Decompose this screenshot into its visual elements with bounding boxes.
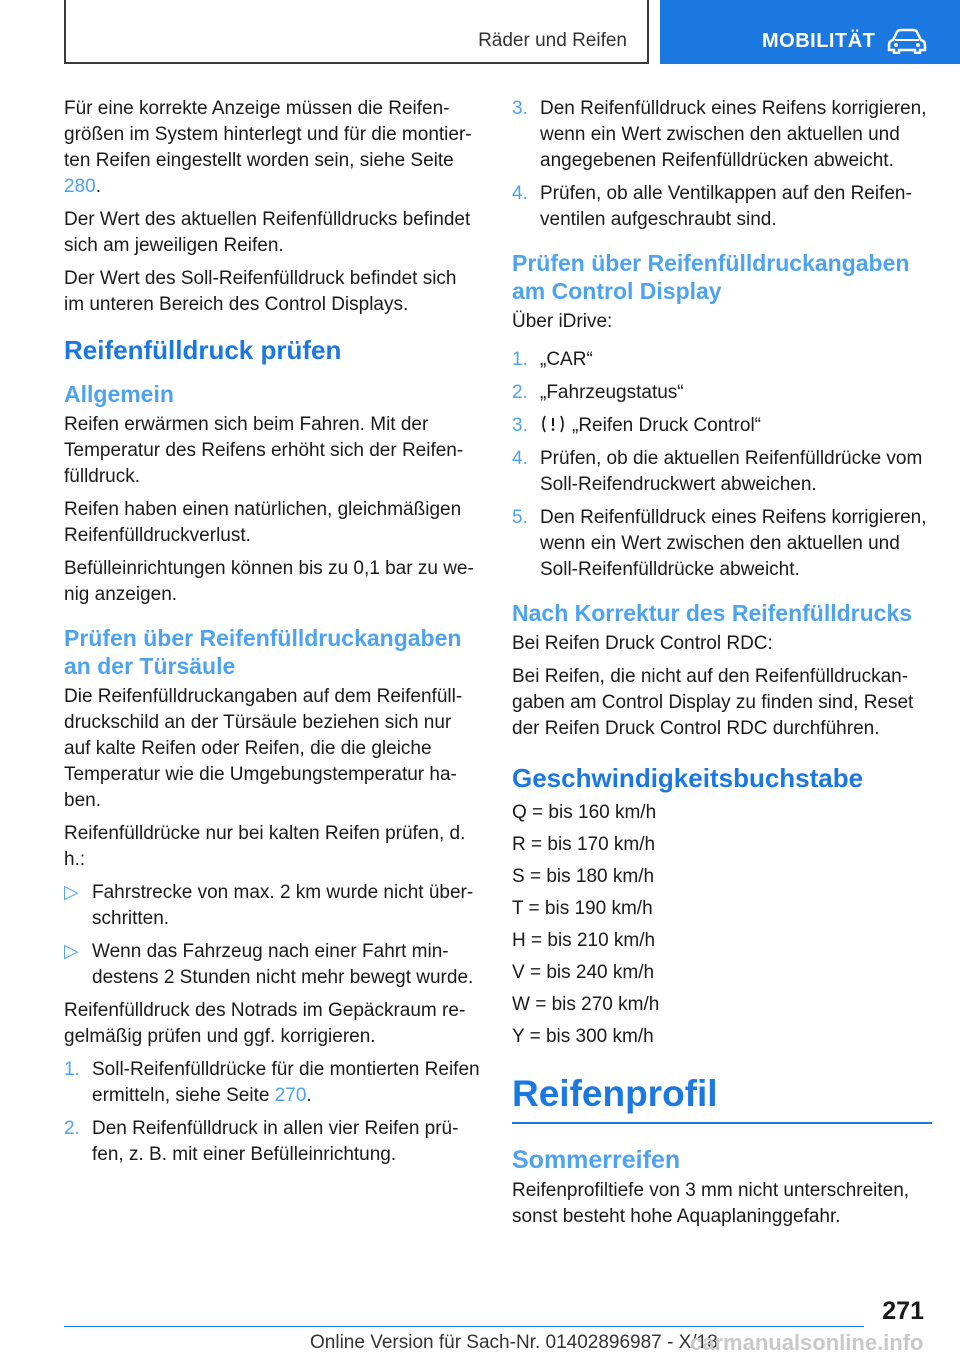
heading-door: Prüfen über Reifenfülldruckangaben an der Türsäule — [64, 625, 462, 679]
paragraph: Der Wert des aktuellen Reifenfülldrucks befindet sich am jeweiligen Reifen. — [64, 209, 471, 256]
paragraph: Reifenprofiltiefe von 3 mm nicht unterschreiten, sonst besteht hohe Aquaplaninggefahr. — [512, 1180, 910, 1227]
paragraph: Die Reifenfülldruckangaben auf dem Reifenfülldruckschild an der Türsäule beziehen sich nur auf kalte Reifen oder Reifen, die die gleiche Temperatur wie die Umgebungstemperatur haben. — [64, 686, 463, 811]
paragraph: Reifen haben einen natürlichen, gleichmäßigen Reifenfülldruckverlust. — [64, 499, 462, 546]
footer-rule — [64, 1326, 864, 1327]
list-item: 4. Prüfen, ob alle Ventilkappen auf den Reifenventilen aufgeschraubt sind. — [512, 183, 912, 230]
speed-item: W = bis 270 km/h — [512, 994, 660, 1015]
chapter-title: MOBILITÄT — [762, 30, 876, 52]
list-item: ▷ Fahrstrecke von max. 2 km wurde nicht überschritten. — [64, 882, 474, 929]
heading-summer: Sommerreifen — [512, 1146, 681, 1174]
heading-general: Allgemein — [64, 381, 174, 407]
heading-profile: Reifenprofil — [512, 1073, 718, 1114]
car-icon — [887, 28, 927, 54]
speed-item: Q = bis 160 km/h — [512, 802, 657, 823]
bullet-triangle-icon: ▷ — [64, 941, 79, 962]
header-box — [64, 0, 649, 64]
list-item: 3. Den Reifenfülldruck eines Reifens korrigieren, wenn ein Wert zwischen den aktuellen und angegebenen Reifenfülldrücken abweicht. — [512, 98, 927, 171]
heading-speed: Geschwindigkeitsbuchstabe — [512, 763, 864, 793]
left-column — [64, 96, 480, 1175]
list-item: 2. „Fahrzeugstatus“ — [512, 382, 684, 403]
speed-item: V = bis 240 km/h — [512, 962, 655, 983]
heading-check: Reifenfülldruck prüfen — [64, 335, 342, 365]
list-item: 1. „CAR“ — [512, 349, 593, 370]
page-number: 271 — [882, 1297, 924, 1325]
list-item: ▷ Wenn das Fahrzeug nach einer Fahrt mindestens 2 Stunden nicht mehr bewegt wurde. — [64, 941, 474, 988]
speed-item: R = bis 170 km/h — [512, 834, 656, 855]
paragraph: Reifenfülldruck des Notrads im Gepäckraum regelmäßig prüfen und ggf. korrigieren. — [64, 1000, 466, 1047]
paragraph: Über iDrive: — [512, 311, 613, 332]
heading-display: Prüfen über Reifenfülldruckangaben am Control Display — [512, 250, 910, 304]
speed-item: Y = bis 300 km/h — [512, 1026, 654, 1047]
list-item: 2. Den Reifenfülldruck in allen vier Reifen prüfen, z. B. mit einer Befülleinrichtung. — [64, 1118, 459, 1165]
speed-item: S = bis 180 km/h — [512, 866, 655, 887]
paragraph: Der Wert des Soll-Reifenfülldruck befindet sich im unteren Bereich des Control Displays. — [64, 268, 457, 315]
chapter-tab[interactable] — [660, 0, 960, 64]
paragraph: Reifen erwärmen sich beim Fahren. Mit der Temperatur des Reifens erhöht sich der Reifenfülldruck. — [64, 414, 464, 487]
speed-item: H = bis 210 km/h — [512, 930, 656, 951]
heading-rule — [512, 1122, 932, 1124]
intro-paragraph: Für eine korrekte Anzeige müssen die Reifengrößen im System hinterlegt und für die montierten Reifen eingestellt worden sein, siehe Seite 280. — [64, 98, 472, 197]
list-item: 4. Prüfen, ob die aktuellen Reifenfülldrücke vom Soll-Reifendruckwert abweichen. — [512, 448, 923, 495]
list-item: 5. Den Reifenfülldruck eines Reifens korrigieren, wenn ein Wert zwischen den aktuellen und Soll-Reifenfülldrücke abweicht. — [512, 507, 927, 580]
watermark: carmanualsonline.info — [690, 1330, 924, 1355]
paragraph: Bei Reifen, die nicht auf den Reifenfülldruckangaben am Control Display zu finden sind, Reset der Reifen Druck Control RDC durchführen. — [512, 666, 914, 739]
heading-after: Nach Korrektur des Reifenfülldrucks — [512, 600, 913, 626]
page-link-270[interactable]: 270 — [274, 1085, 307, 1106]
speed-item: T = bis 190 km/h — [512, 898, 653, 919]
page-link-280[interactable]: 280 — [64, 176, 96, 197]
paragraph: Befülleinrichtungen können bis zu 0,1 bar zu wenig anzeigen. — [64, 558, 474, 605]
tire-pressure-warning-icon — [540, 414, 566, 434]
paragraph: Reifenfülldrücke nur bei kalten Reifen prüfen, d. h.: — [64, 823, 466, 870]
list-item: 3. „Reifen Druck Control“ — [512, 415, 761, 436]
list-item: 1. Soll-Reifenfülldrücke für die montierten Reifen ermitteln, siehe Seite 270. — [64, 1059, 480, 1106]
speed-list — [512, 800, 932, 1050]
bullet-triangle-icon: ▷ — [64, 882, 79, 903]
paragraph: Bei Reifen Druck Control RDC: — [512, 633, 773, 654]
section-title: Räder und Reifen — [478, 30, 627, 51]
right-column — [512, 96, 932, 1237]
footer-online-version: Online Version für Sach-Nr. 01402896987 - X/18 — [310, 1332, 718, 1353]
